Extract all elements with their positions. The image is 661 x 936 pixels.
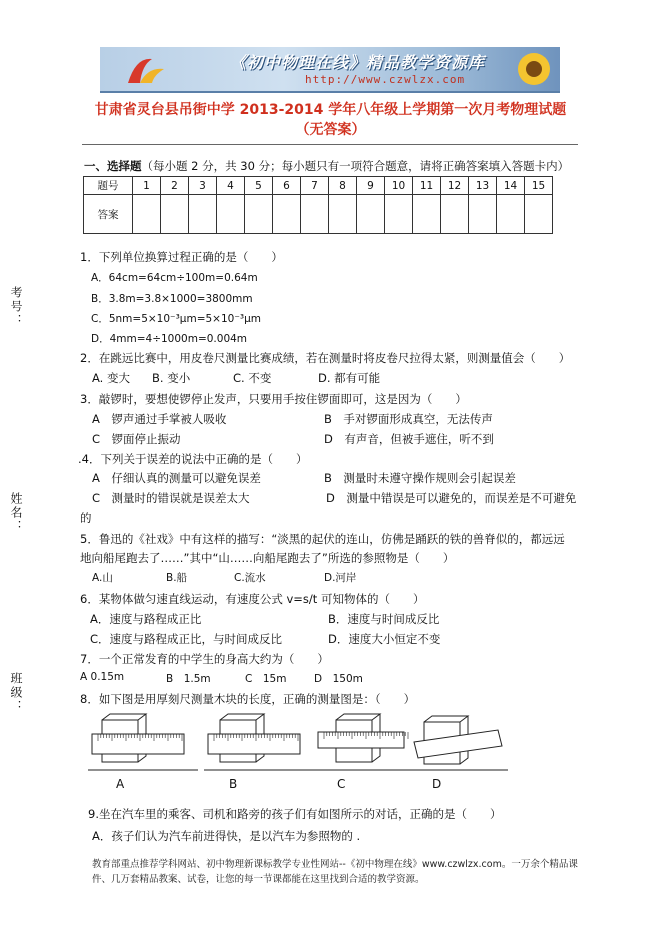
q-number-cell: 14 (497, 177, 525, 195)
question-9-stem: 9.坐在汽车里的乘客、司机和路旁的孩子们有如图所示的对话，正确的是（ ） (88, 807, 502, 821)
q3-option-c: C 锣面停止振动 (92, 432, 181, 446)
answer-cell[interactable] (413, 195, 441, 234)
q4-option-c: C 测量时的错误就是误差太大 (92, 491, 250, 505)
banner-title: 《初中物理在线》精品教学资源库 (230, 53, 486, 72)
answer-cell[interactable] (273, 195, 301, 234)
figure-label-d: D (432, 777, 442, 791)
q-number-cell: 12 (441, 177, 469, 195)
name-label: 姓名： (9, 492, 23, 534)
q9-option-a: A．孩子们认为汽车前进得快，是以汽车为参照物的 . (92, 829, 361, 843)
answer-cell[interactable] (329, 195, 357, 234)
q-number-cell: 13 (469, 177, 497, 195)
q3-option-a: A 锣声通过手掌被人吸收 (92, 412, 227, 426)
question-3-stem: 3．敲锣时，要想使锣停止发声，只要用手按住锣面即可，这是因为（ ） (80, 392, 467, 406)
q6-option-a: A．速度与路程成正比 (90, 612, 202, 626)
exam-number-label: 考号： (9, 286, 23, 328)
q-number-cell: 7 (301, 177, 329, 195)
sunflower-icon (514, 49, 554, 89)
figure-label-b: B (229, 777, 238, 791)
q6-option-d: D．速度大小恒定不变 (328, 632, 441, 646)
q7-option-b: B 1.5m (166, 673, 211, 685)
answer-table (83, 176, 553, 234)
answer-cell[interactable] (161, 195, 189, 234)
footer-line-2: 件、几万套精品教案、试卷，让您的每一节课都能在这里找到合适的教学资源。 (92, 874, 425, 885)
q-number-cell: 15 (525, 177, 553, 195)
section-note: （每小题 2 分，共 30 分；每小题只有一项符合题意，请将正确答案填入答题卡内） (141, 159, 570, 173)
class-label: 班级： (9, 672, 23, 714)
q-number-cell: 4 (217, 177, 245, 195)
answer-cell[interactable] (497, 195, 525, 234)
answer-cell[interactable] (525, 195, 553, 234)
q-number-cell: 11 (413, 177, 441, 195)
question-2-stem: 2．在跳远比赛中，用皮卷尺测量比赛成绩，若在测量时将皮卷尺拉得太紧，则测量值会（ ） (80, 351, 571, 365)
question-4-stem: .4．下列关于误差的说法中正确的是（ ） (78, 452, 308, 466)
q7-option-a: A 0.15m (80, 671, 125, 683)
ruler-measurement-figure (88, 712, 518, 796)
figure-label-c: C (337, 777, 346, 791)
ruler-figure-d (408, 716, 508, 770)
question-1-stem: 1．下列单位换算过程正确的是（ ） (80, 250, 283, 264)
q-number-cell: 3 (189, 177, 217, 195)
q-number-cell: 8 (329, 177, 357, 195)
q1-option-b: B．3.8m=3.8×1000=3800mm (91, 293, 253, 305)
doc-title: 甘肃省灵台县吊街中学 2013-2014 学年八年级上学期第一次月考物理试题 (94, 102, 567, 118)
q5-option-a: A.山 (92, 572, 113, 584)
answer-cell[interactable] (301, 195, 329, 234)
answer-cell[interactable] (217, 195, 245, 234)
answer-cell[interactable] (133, 195, 161, 234)
q4-option-d-continued: 的 (80, 511, 92, 525)
q2-option-d: D. 都有可能 (318, 371, 381, 385)
question-8-stem: 8．如下图是用厚刻尺测量木块的长度，正确的测量图是：（ ） (80, 692, 416, 706)
q6-option-b: B．速度与时间成反比 (328, 612, 440, 626)
q1-option-a: A．64cm=64cm÷100m=0.64m (91, 272, 258, 284)
footer-line-1: 教育部重点推荐学科网站、初中物理新课标教学专业性网站--《初中物理在线》www.czwlzx.com。一万余个精品课 (92, 859, 578, 870)
answer-cell[interactable] (385, 195, 413, 234)
q4-option-d: D 测量中错误是可以避免的，而误差是不可避免 (326, 491, 577, 505)
q-number-cell: 5 (245, 177, 273, 195)
row-label-number: 题号 (84, 177, 133, 195)
q-number-cell: 10 (385, 177, 413, 195)
q3-option-b: B 手对锣面形成真空，无法传声 (324, 412, 493, 426)
ruler-figure-a (88, 714, 198, 770)
q-number-cell: 9 (357, 177, 385, 195)
answer-cell[interactable] (245, 195, 273, 234)
q-number-cell: 1 (133, 177, 161, 195)
divider (82, 144, 578, 145)
ruler-figure-b (204, 714, 314, 770)
figure-label-a: A (116, 777, 125, 791)
q-number-cell: 6 (273, 177, 301, 195)
q6-option-c: C．速度与路程成正比，与时间成反比 (90, 632, 283, 646)
answer-cell[interactable] (441, 195, 469, 234)
q1-option-d: D．4mm=4÷1000m=0.004m (91, 333, 248, 345)
ruler-figure-c (314, 714, 418, 770)
banner-url[interactable]: http://www.czwlzx.com (305, 73, 466, 86)
q5-option-d: D.河岸 (324, 572, 357, 584)
answer-cell[interactable] (469, 195, 497, 234)
doc-subtitle: （无答案） (295, 122, 366, 138)
section-title: 一、选择题 (84, 159, 142, 173)
header-banner (100, 47, 560, 93)
question-5-stem: 5．鲁迅的《社戏》中有这样的描写：“淡黑的起伏的连山，仿佛是踊跃的铁的兽脊似的，都远远 (80, 532, 565, 546)
section-heading (84, 158, 569, 174)
question-5-stem-cont: 地向船尾跑去了……”其中“山……向船尾跑去了”所选的参照物是（ ） (80, 551, 455, 565)
q2-option-a: A. 变大 (92, 371, 130, 385)
q4-option-b: B 测量时未遵守操作规则会引起误差 (324, 471, 516, 485)
question-7-stem: 7．一个正常发育的中学生的身高大约为（ ） (80, 652, 329, 666)
site-logo-icon (122, 53, 168, 87)
q3-option-d: D 有声音，但被手遮住，听不到 (324, 432, 494, 446)
question-6-stem: 6．某物体做匀速直线运动，有速度公式 v=s/t 可知物体的（ ） (80, 592, 425, 606)
q7-option-c: C 15m (245, 673, 287, 685)
q7-option-d: D 150m (314, 673, 363, 685)
q-number-cell: 2 (161, 177, 189, 195)
q5-option-c: C.流水 (234, 572, 266, 584)
q4-option-a: A 仔细认真的测量可以避免误差 (92, 471, 261, 485)
answer-cell[interactable] (357, 195, 385, 234)
q5-option-b: B.船 (166, 572, 188, 584)
q1-option-c: C．5nm=5×10⁻³μm=5×10⁻³μm (91, 313, 261, 325)
q2-option-b: B. 变小 (152, 371, 191, 385)
q2-option-c: C. 不变 (233, 371, 272, 385)
answer-cell[interactable] (189, 195, 217, 234)
row-label-answer: 答案 (84, 195, 133, 234)
